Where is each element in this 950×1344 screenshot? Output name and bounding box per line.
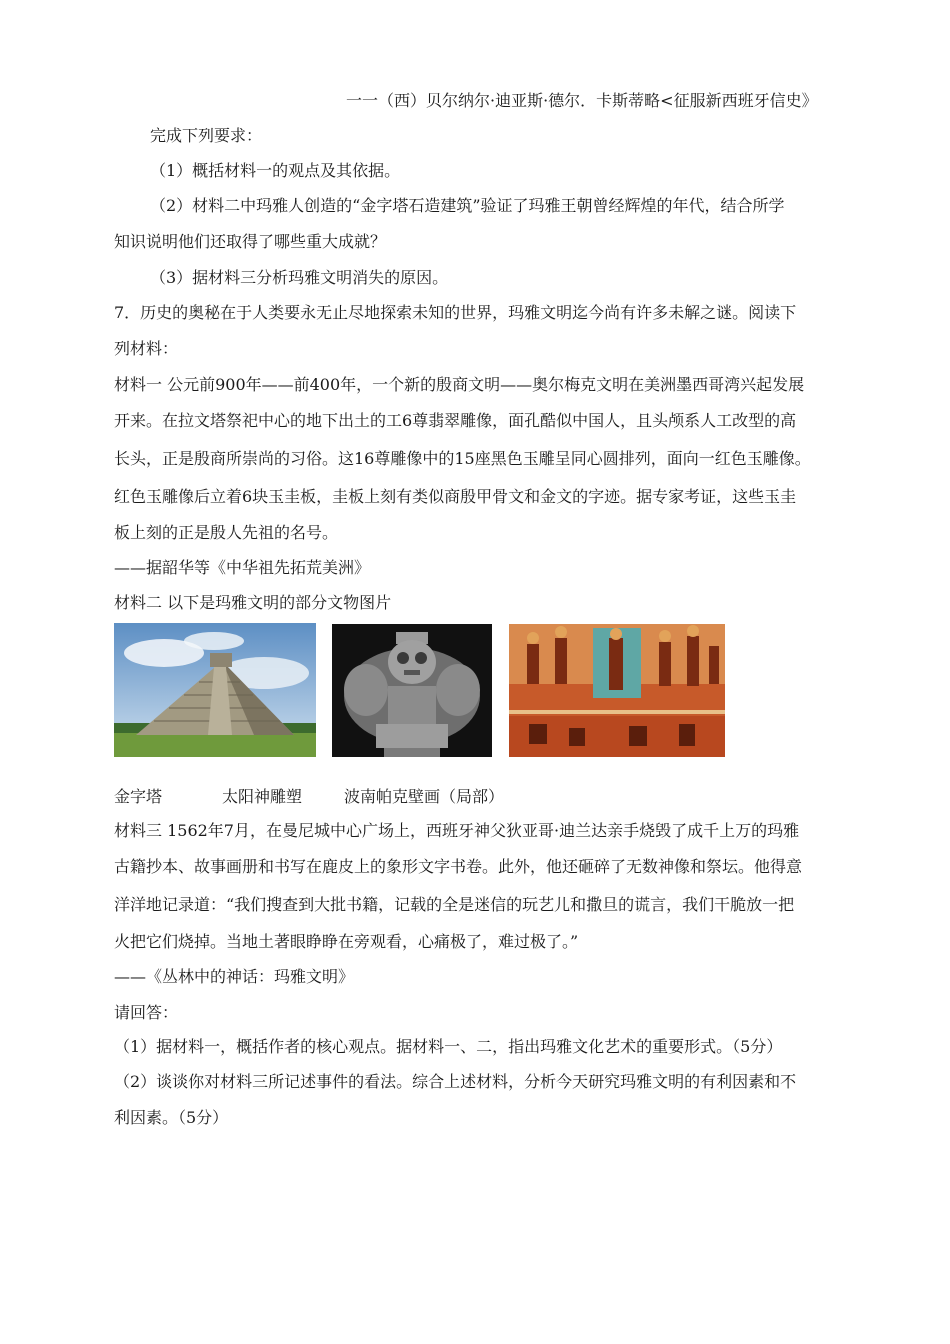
question-7-2-line1: （2）谈谈你对材料三所记述事件的看法。综合上述材料，分析今天研究玛雅文明的有利因素和不	[114, 1072, 797, 1091]
question-7-2-line2: 利因素。（5分）	[114, 1108, 229, 1127]
question-7-1: （1）据材料一，概括作者的核心观点。据材料一、二，指出玛雅文化艺术的重要形式。（5分）	[114, 1037, 783, 1056]
prev-question-2-line1: （2）材料二中玛雅人创造的“金字塔石造建筑”验证了玛雅王朝曾经辉煌的年代，结合所学	[150, 196, 785, 215]
caption-mural: 波南帕克壁画（局部）	[344, 787, 505, 806]
material-1-line: 红色玉雕像后立着6块玉圭板，圭板上刻有类似商殷甲骨文和金文的字迹。据专家考证，这些玉圭	[114, 487, 797, 506]
material-1-line: 材料一 公元前900年——前400年，一个新的殷商文明——奥尔梅克文明在美洲墨西哥湾兴起发展	[114, 375, 805, 394]
bonampak-mural-photo	[509, 624, 725, 757]
sun-god-sculpture-photo	[332, 624, 492, 757]
question-7-stem-line1: 7．历史的奥秘在于人类要永无止尽地探索未知的世界，玛雅文明迄今尚有许多未解之谜。阅读下	[114, 303, 797, 322]
material-3-line: 材料三 1562年7月，在曼尼城中心广场上，西班牙神父狄亚哥·迪兰达亲手烧毁了成千上万的玛雅	[114, 821, 800, 840]
prev-question-3: （3）据材料三分析玛雅文明消失的原因。	[150, 268, 449, 287]
prev-question-2-line2: 知识说明他们还取得了哪些重大成就？	[114, 232, 387, 251]
material-1-line: 长头，正是殷商所崇尚的习俗。这16尊雕像中的15座黑色玉雕呈同心圆排列，面向一红色玉雕像。	[114, 449, 811, 468]
material-1-line: 开来。在拉文塔祭祀中心的地下出土的工6尊翡翠雕像，面孔酷似中国人，且头颅系人工改型的高	[114, 411, 797, 430]
material-2-intro: 材料二 以下是玛雅文明的部分文物图片	[114, 593, 392, 612]
caption-sun-god: 太阳神雕塑	[222, 787, 303, 806]
material-3-line: 洋洋地记录道：“我们搜查到大批书籍，记载的全是迷信的玩艺儿和撒旦的谎言，我们干脆放一把	[114, 895, 795, 914]
please-answer: 请回答：	[114, 1003, 179, 1022]
material-1-line: 板上刻的正是殷人先祖的名号。	[114, 523, 339, 542]
material-3-source: ——《丛林中的神话：玛雅文明》	[114, 967, 355, 986]
material-1-source: ——据韶华等《中华祖先拓荒美洲》	[114, 558, 371, 577]
question-7-stem-line2: 列材料：	[114, 339, 179, 358]
material-3-line: 火把它们烧掉。当地土著眼睁睁在旁观看，心痛极了，难过极了。”	[114, 932, 579, 951]
prev-question-1: （1）概括材料一的观点及其依据。	[150, 161, 401, 180]
requirements-intro: 完成下列要求：	[150, 126, 263, 145]
source-citation: 一一（西）贝尔纳尔·迪亚斯·德尔．卡斯蒂略<征服新西班牙信史》	[346, 91, 818, 110]
material-3-line: 古籍抄本、故事画册和书写在鹿皮上的象形文字书卷。此外，他还砸碎了无数神像和祭坛。他得意	[114, 857, 803, 876]
pyramid-photo	[114, 623, 316, 757]
caption-pyramid: 金字塔	[114, 787, 163, 806]
